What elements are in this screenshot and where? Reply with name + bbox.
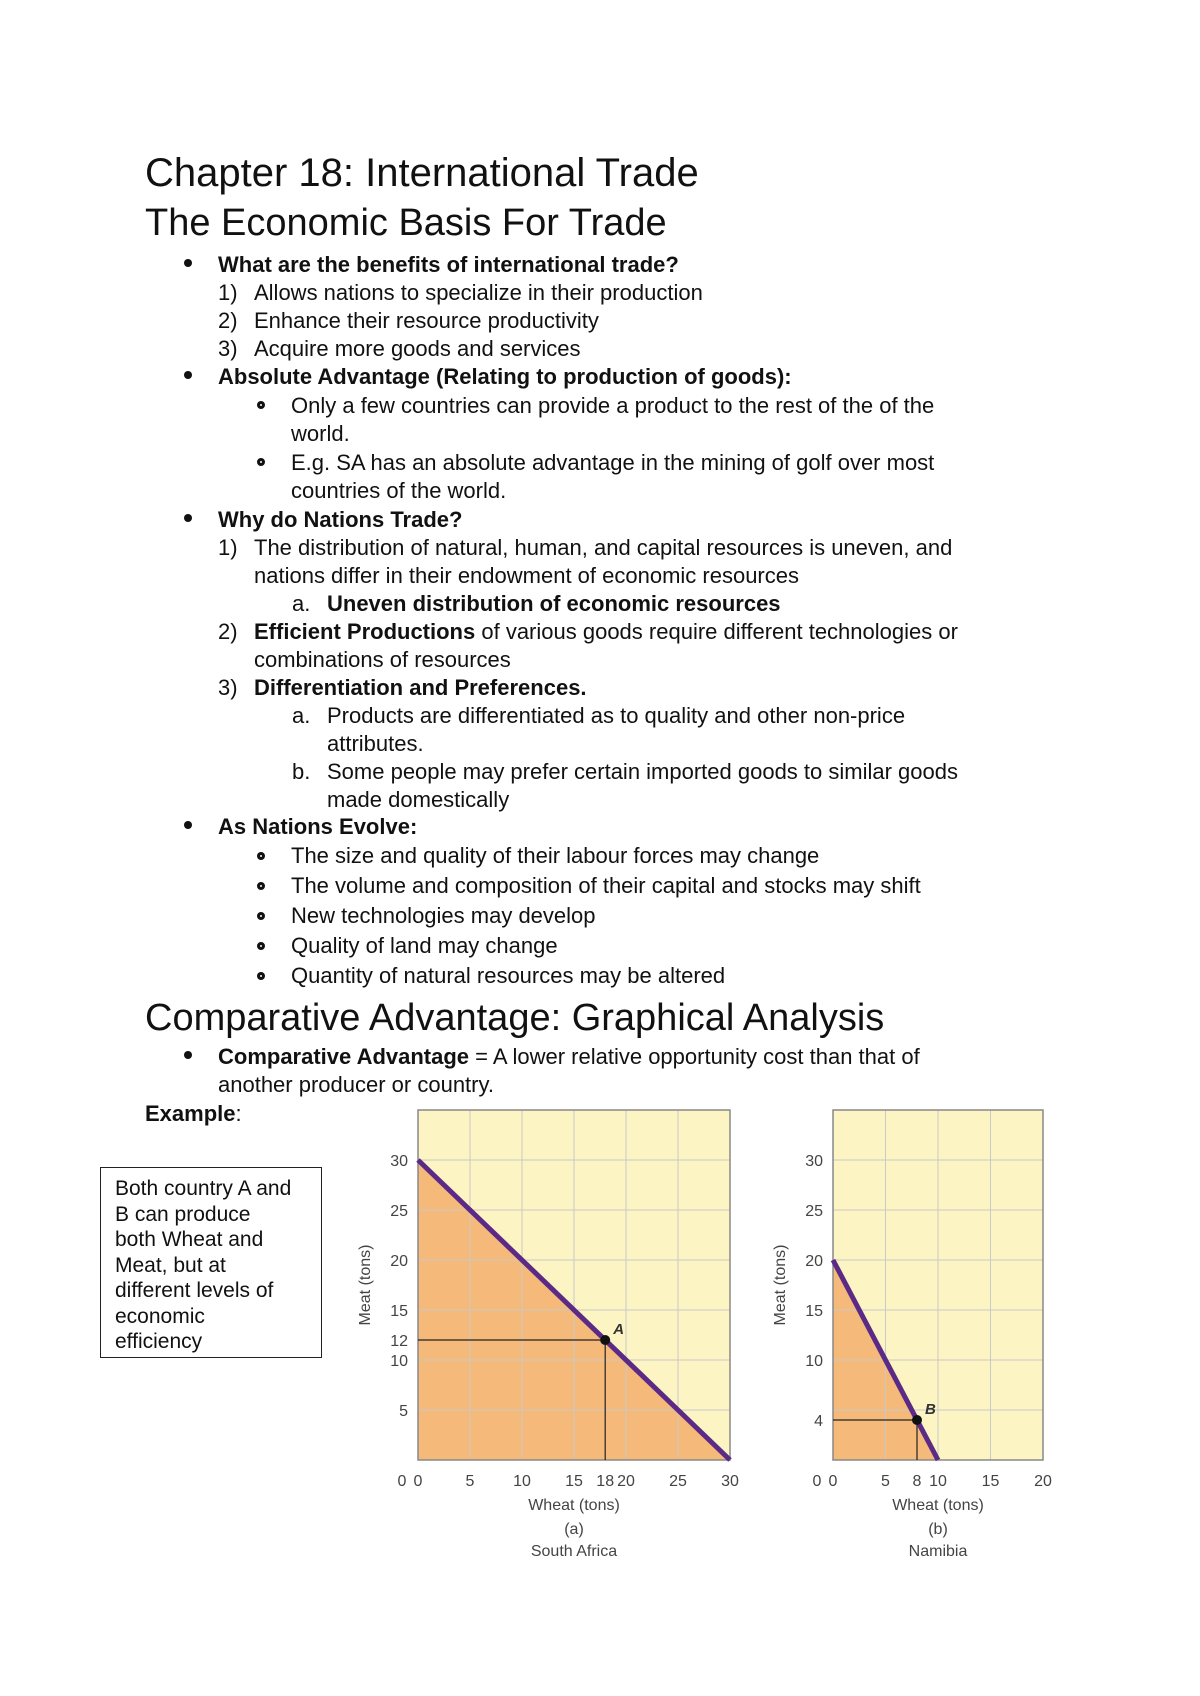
x-tick-label: 20 — [617, 1473, 635, 1490]
chapter-title: Chapter 18: International Trade — [145, 151, 699, 195]
bullet-icon — [184, 259, 192, 267]
x-tick-label: 15 — [565, 1473, 583, 1490]
note-line: B can produce — [115, 1202, 251, 1226]
note-line: Meat, but at — [115, 1253, 226, 1277]
list-number: 3) — [218, 336, 238, 361]
hollow-bullet-icon — [257, 912, 265, 920]
data-point — [912, 1415, 922, 1425]
comparative-def-rest: = A lower relative opportunity cost than that of — [469, 1044, 920, 1069]
list-letter: a. — [292, 591, 311, 616]
why-subitem: Uneven distribution of economic resources — [327, 591, 781, 616]
hollow-bullet-icon — [257, 882, 265, 890]
note-line: Both country A and — [115, 1177, 292, 1200]
evolve-item: The volume and composition of their capital and stocks may shift — [291, 873, 921, 898]
why-subitem: attributes. — [327, 731, 424, 756]
list-number: 3) — [218, 675, 238, 700]
x-tick-label: 20 — [1034, 1473, 1052, 1490]
comparative-definition-line2: another producer or country. — [218, 1072, 494, 1097]
x-tick-label: 10 — [513, 1473, 531, 1490]
panel-label: (b) — [928, 1521, 948, 1538]
chart-namibia — [765, 1100, 1085, 1560]
x-axis-label: Wheat (tons) — [892, 1497, 984, 1514]
y-tick-label: 20 — [390, 1253, 408, 1270]
comparative-definition — [218, 1043, 920, 1071]
note-line: efficiency — [115, 1330, 203, 1353]
x-tick-label: 18 — [596, 1473, 615, 1490]
list-letter: a. — [292, 703, 311, 728]
why-item-line: combinations of resources — [254, 647, 511, 672]
note-box — [100, 1167, 322, 1358]
bullet-icon — [184, 1051, 192, 1059]
absolute-item-line: world. — [291, 421, 350, 446]
why-item-bold: Efficient Productions — [254, 619, 476, 644]
list-letter: b. — [292, 759, 311, 784]
section-heading-comparative: Comparative Advantage: Graphical Analysis — [145, 997, 885, 1039]
y-tick-label: 25 — [390, 1203, 408, 1220]
list-number: 1) — [218, 280, 238, 305]
y-tick-label: 15 — [390, 1303, 408, 1320]
y-tick-label: 25 — [805, 1203, 823, 1220]
x-tick-label: 15 — [981, 1473, 1000, 1490]
hollow-bullet-icon — [257, 401, 265, 409]
x-tick-label: 5 — [881, 1473, 890, 1490]
list-number: 1) — [218, 535, 238, 560]
country-caption: Namibia — [908, 1543, 968, 1560]
x-tick-label: 0 — [413, 1473, 423, 1490]
why-subitem: Products are differentiated as to quality and other non-price — [327, 703, 906, 728]
why-subitem: made domestically — [327, 787, 510, 812]
note-line: different levels of — [115, 1279, 274, 1302]
evolve-item: The size and quality of their labour forces may change — [291, 843, 820, 868]
absolute-item-line: countries of the world. — [291, 478, 507, 503]
origin-label: 0 — [812, 1473, 822, 1490]
absolute-item-line: Only a few countries can provide a product to the rest of the of the — [291, 393, 935, 418]
benefit-item: Enhance their resource productivity — [254, 308, 599, 333]
hollow-bullet-icon — [257, 942, 265, 950]
y-tick-label: 15 — [805, 1303, 823, 1320]
y-tick-label: 30 — [805, 1153, 823, 1170]
why-subitem: Some people may prefer certain imported goods to similar goods — [327, 759, 958, 784]
why-item-rest: of various goods require different technologies or — [475, 619, 958, 644]
hollow-bullet-icon — [257, 972, 265, 980]
bullet-icon — [184, 821, 192, 829]
y-tick-label: 4 — [814, 1413, 823, 1430]
x-axis-label: Wheat (tons) — [528, 1497, 620, 1514]
bullet-icon — [184, 371, 192, 379]
y-tick-label: 12 — [390, 1333, 408, 1350]
why-item-line: The distribution of natural, human, and capital resources is uneven, and — [254, 535, 953, 560]
point-label: A — [613, 1321, 625, 1338]
evolve-heading: As Nations Evolve: — [218, 814, 418, 839]
list-number: 2) — [218, 308, 238, 333]
y-axis-label: Meat (tons) — [357, 1244, 374, 1326]
note-line: economic — [115, 1304, 205, 1328]
x-tick-label: 0 — [828, 1473, 838, 1490]
example-label: Example: — [145, 1101, 242, 1126]
chart-south-africa — [350, 1100, 750, 1560]
why-item-line: nations differ in their endowment of economic resources — [254, 563, 799, 588]
point-label: B — [925, 1401, 936, 1418]
x-tick-label: 5 — [465, 1473, 475, 1490]
why-trade-heading: Why do Nations Trade? — [218, 507, 463, 532]
why-item-line — [254, 618, 958, 646]
hollow-bullet-icon — [257, 458, 265, 466]
benefit-item: Allows nations to specialize in their production — [254, 280, 703, 305]
section-heading-economic-basis: The Economic Basis For Trade — [145, 202, 667, 244]
y-axis-label: Meat (tons) — [772, 1244, 789, 1326]
y-tick-label: 10 — [805, 1353, 823, 1370]
origin-label: 0 — [397, 1473, 407, 1490]
list-number: 2) — [218, 619, 238, 644]
absolute-advantage-heading: Absolute Advantage (Relating to production of goods): — [218, 364, 792, 389]
y-tick-label: 5 — [399, 1403, 408, 1420]
panel-label: (a) — [564, 1521, 584, 1538]
data-point — [600, 1335, 610, 1345]
y-tick-label: 20 — [805, 1253, 823, 1270]
comparative-term: Comparative Advantage — [218, 1044, 470, 1069]
absolute-item-line: E.g. SA has an absolute advantage in the mining of golf over most — [291, 450, 935, 475]
x-tick-label: 30 — [721, 1473, 739, 1490]
benefit-item: Acquire more goods and services — [254, 336, 581, 361]
bullet-icon — [184, 514, 192, 522]
country-caption: South Africa — [530, 1543, 618, 1560]
y-tick-label: 10 — [390, 1353, 408, 1370]
y-tick-label: 30 — [390, 1153, 408, 1170]
x-tick-label: 8 — [912, 1473, 922, 1490]
benefits-question: What are the benefits of international trade? — [218, 252, 679, 277]
evolve-item: Quality of land may change — [291, 933, 558, 958]
why-item-line: Differentiation and Preferences. — [254, 675, 587, 700]
x-tick-label: 25 — [669, 1473, 687, 1490]
evolve-item: New technologies may develop — [291, 903, 596, 928]
note-line: both Wheat and — [115, 1228, 264, 1251]
x-tick-label: 10 — [929, 1473, 947, 1490]
evolve-item: Quantity of natural resources may be altered — [291, 963, 726, 988]
hollow-bullet-icon — [257, 852, 265, 860]
